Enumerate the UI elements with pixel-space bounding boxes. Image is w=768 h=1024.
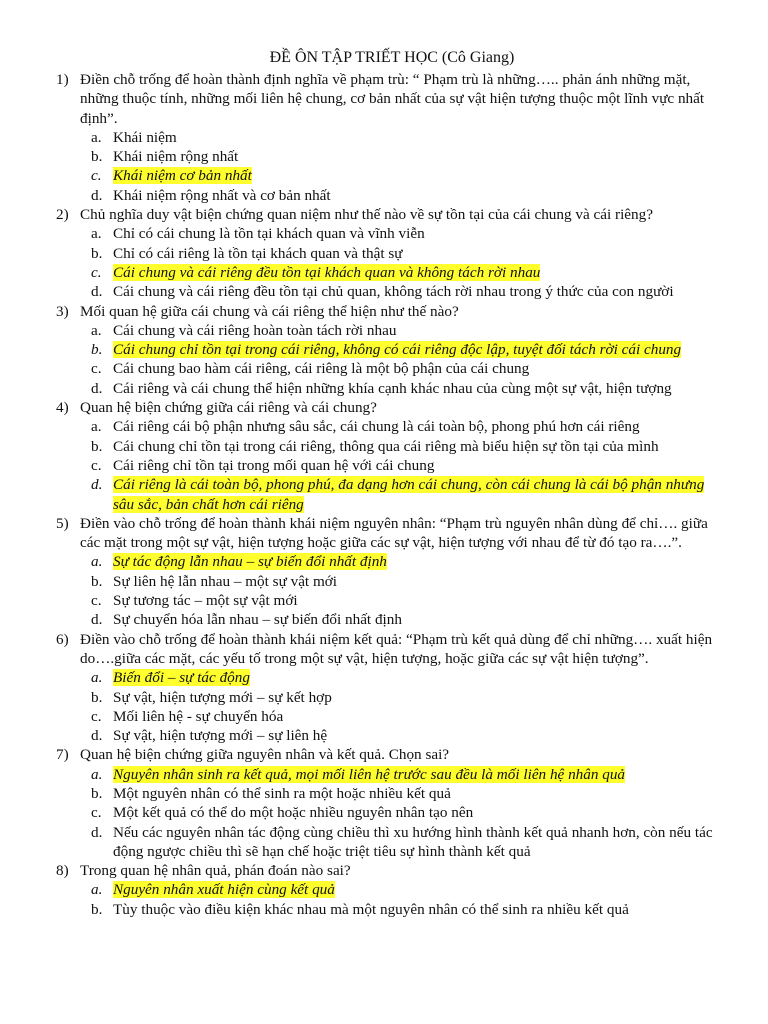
highlighted-answer-text: Sự tác động lẫn nhau – sự biến đổi nhất định [113, 553, 387, 571]
answer-option [56, 880, 728, 899]
answer-option [56, 340, 728, 359]
highlighted-answer-text: Cái chung chỉ tồn tại trong cái riêng, không có cái riêng độc lập, tuyệt đối tách rời cái chung [113, 341, 682, 359]
answer-option [56, 668, 728, 687]
question-number: 6) [56, 630, 69, 648]
option-label: b. [91, 900, 103, 918]
question-number: 4) [56, 399, 69, 417]
option-label: c. [91, 707, 102, 725]
option-text: Cái riêng chỉ tồn tại trong mối quan hệ với cái chung [113, 456, 435, 474]
question-text: Điền chỗ trống để hoàn thành định nghĩa về phạm trù: “ Phạm trù là những….. phản ánh những mặt, những thuộc tính, những mối liên hệ chung, cơ bản nhất của sự vật hiện tượng thuộc một lĩnh vực nhất định”. [80, 71, 705, 127]
question-list [56, 70, 728, 919]
option-label: a. [91, 765, 103, 783]
question-5 [56, 514, 728, 553]
answer-option [56, 591, 728, 610]
answer-option [56, 823, 728, 862]
option-label: b. [91, 437, 103, 455]
option-text: Tùy thuộc vào điều kiện khác nhau mà một nguyên nhân có thể sinh ra nhiều kết quả [113, 900, 629, 918]
option-label: b. [91, 341, 103, 359]
option-text: Khái niệm rộng nhất [113, 148, 239, 166]
document-title: ĐỀ ÔN TẬP TRIẾT HỌC (Cô Giang) [269, 49, 515, 66]
answer-option [56, 379, 728, 398]
option-label: b. [91, 148, 103, 166]
answer-option [56, 244, 728, 263]
option-text: Một kết quả có thể do một hoặc nhiều nguyên nhân tạo nên [113, 804, 474, 822]
option-label: a. [91, 128, 102, 146]
option-text: Sự vật, hiện tượng mới – sự kết hợp [113, 688, 332, 706]
option-label: c. [91, 804, 102, 822]
question-1 [56, 70, 728, 128]
option-text: Sự vật, hiện tượng mới – sự liên hệ [113, 727, 328, 745]
answer-option [56, 417, 728, 436]
answer-option [56, 437, 728, 456]
question-number: 3) [56, 302, 69, 320]
option-label: d. [91, 727, 103, 745]
highlighted-answer-text: Biến đổi – sự tác động [113, 669, 250, 687]
option-text: Cái chung và cái riêng hoàn toàn tách rời nhau [113, 321, 397, 339]
question-7 [56, 745, 728, 764]
option-text: Sự chuyển hóa lẫn nhau – sự biến đổi nhất định [113, 611, 402, 629]
option-label: c. [91, 167, 102, 185]
answer-option [56, 900, 728, 919]
answer-option [56, 726, 728, 745]
option-text: Sự tương tác – một sự vật mới [113, 592, 298, 610]
option-label: c. [91, 592, 102, 610]
option-label: b. [91, 688, 103, 706]
option-text: Chỉ có cái riêng là tồn tại khách quan và thật sự [113, 244, 403, 262]
question-3 [56, 302, 728, 321]
answer-option [56, 263, 728, 282]
answer-option [56, 572, 728, 591]
answer-option [56, 282, 728, 301]
option-text: Nếu các nguyên nhân tác động cùng chiều thì xu hướng hình thành kết quả nhanh hơn, còn nếu tác động ngược chiều thì sẽ hạn chế hoặc triệt tiêu sự hình thành kết quả [113, 823, 713, 860]
answer-option [56, 186, 728, 205]
answer-option [56, 707, 728, 726]
answer-option [56, 688, 728, 707]
option-text: Cái chung và cái riêng đều tồn tại chủ quan, không tách rời nhau trong ý thức của con người [113, 283, 674, 301]
option-label: a. [91, 881, 103, 899]
option-text: Một nguyên nhân có thể sinh ra một hoặc nhiều kết quả [113, 784, 451, 802]
answer-option [56, 475, 728, 514]
highlighted-answer-text: Cái chung và cái riêng đều tồn tại khách quan và không tách rời nhau [113, 263, 541, 281]
answer-option [56, 610, 728, 629]
option-label: c. [91, 263, 102, 281]
answer-option [56, 147, 728, 166]
option-label: d. [91, 379, 103, 397]
question-2 [56, 205, 728, 224]
option-label: a. [91, 553, 103, 571]
answer-option [56, 456, 728, 475]
option-text: Cái chung bao hàm cái riêng, cái riêng là một bộ phận của cái chung [113, 360, 530, 378]
option-label: a. [91, 669, 103, 687]
question-8 [56, 861, 728, 880]
option-label: d. [91, 611, 103, 629]
question-number: 8) [56, 862, 69, 880]
answer-option [56, 803, 728, 822]
question-6 [56, 630, 728, 669]
option-label: a. [91, 321, 102, 339]
option-label: c. [91, 456, 102, 474]
option-text: Khái niệm rộng nhất và cơ bản nhất [113, 186, 331, 204]
answer-option [56, 765, 728, 784]
option-label: a. [91, 225, 102, 243]
question-text: Chủ nghĩa duy vật biện chứng quan niệm như thế nào về sự tồn tại của cái chung và cái riêng? [80, 206, 653, 224]
question-text: Điền vào chỗ trống để hoàn thành khái niệm kết quả: “Phạm trù kết quả dùng để chỉ những…. xuất hiện do….giữa các mặt, các yếu tố trong một sự vật, hiện tượng, hoặc giữa các sự vật hiện tượng”. [80, 630, 713, 667]
highlighted-answer-text: Nguyên nhân sinh ra kết quả, mọi mối liên hệ trước sau đều là mối liên hệ nhân quả [113, 765, 626, 783]
highlighted-answer-text: Nguyên nhân xuất hiện cùng kết quả [113, 881, 335, 899]
question-number: 5) [56, 514, 69, 532]
option-text: Mối liên hệ - sự chuyển hóa [113, 707, 284, 725]
answer-option [56, 552, 728, 571]
question-number: 7) [56, 746, 69, 764]
question-text: Mối quan hệ giữa cái chung và cái riêng thể hiện như thế nào? [80, 302, 459, 320]
option-text: Khái niệm [113, 128, 177, 146]
answer-option [56, 359, 728, 378]
option-text: Cái chung chỉ tồn tại trong cái riêng, thông qua cái riêng mà biểu hiện sự tồn tại của mình [113, 437, 659, 455]
question-text: Điền vào chỗ trống để hoàn thành khái niệm nguyên nhân: “Phạm trù nguyên nhân dùng để chỉ…. giữa các mặt trong một sự vật, hiện tượng hoặc giữa các sự vật, hiện tượng với nhau để từ đó tạo ra….”. [80, 514, 708, 552]
option-label: d. [91, 476, 103, 494]
option-label: b. [91, 244, 103, 262]
question-number: 1) [56, 71, 69, 88]
question-text: Quan hệ biện chứng giữa cái riêng và cái chung? [80, 399, 377, 417]
option-text: Sự liên hệ lẫn nhau – một sự vật mới [113, 572, 338, 590]
answer-option [56, 784, 728, 803]
question-4 [56, 398, 728, 417]
option-label: b. [91, 572, 103, 590]
option-text: Chỉ có cái chung là tồn tại khách quan và vĩnh viễn [113, 225, 425, 243]
answer-option [56, 128, 728, 147]
answer-option [56, 166, 728, 185]
highlighted-answer-text: Cái riêng là cái toàn bộ, phong phú, đa dạng hơn cái chung, còn cái chung là cái bộ phận nhưng sâu sắc, bản chất hơn cái riêng [113, 476, 705, 513]
option-text: Cái riêng và cái chung thể hiện những khía cạnh khác nhau của cùng một sự vật, hiện tượng [113, 379, 672, 397]
question-number: 2) [56, 206, 69, 224]
option-label: a. [91, 418, 102, 436]
answer-option [56, 224, 728, 243]
answer-option [56, 321, 728, 340]
highlighted-answer-text: Khái niệm cơ bản nhất [113, 167, 252, 185]
option-text: Cái riêng cái bộ phận nhưng sâu sắc, cái chung là cái toàn bộ, phong phú hơn cái riêng [113, 418, 640, 436]
option-label: d. [91, 186, 103, 204]
question-text: Trong quan hệ nhân quả, phán đoán nào sai? [80, 862, 351, 880]
option-label: b. [91, 784, 103, 802]
option-label: d. [91, 823, 103, 841]
question-text: Quan hệ biện chứng giữa nguyên nhân và kết quả. Chọn sai? [80, 746, 450, 764]
option-label: d. [91, 283, 103, 301]
option-label: c. [91, 360, 102, 378]
